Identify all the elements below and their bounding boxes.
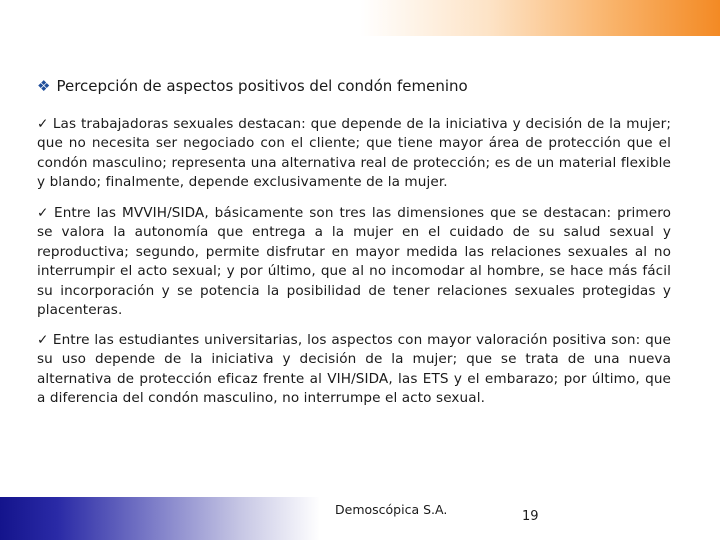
paragraph-text: Entre las estudiantes universitarias, los aspectos con mayor valoración positiva son: que su uso depende de la iniciativa y decisión de la mujer; que se trata de una nueva alternativa de protección eficaz frente al VIH/SIDA, las ETS y el embarazo; por último, que a diferencia del condón masculino, no interrumpe el acto sexual. — [37, 332, 671, 407]
slide-heading — [37, 76, 468, 96]
bottom-gradient-band — [0, 497, 320, 540]
paragraph-text: Entre las MVVIH/SIDA, básicamente son tres las dimensiones que se destacan: primero se valora la autonomía que entrega a la mujer en el cuidado de su salud sexual y reproductiva; segundo, permite disfrutar en mayor medida las relaciones sexuales al no interrumpir el acto sexual; y por último, que al no incomodar al hombre, se hace más fácil su incorporación y se potencia la posibilidad de tener relaciones sexuales protegidas y placenteras. — [37, 205, 671, 319]
check-icon: ✓ — [37, 332, 49, 348]
paragraph-trabajadoras — [37, 115, 671, 193]
check-icon: ✓ — [37, 205, 50, 221]
check-icon: ✓ — [37, 116, 49, 132]
page-number: 19 — [522, 509, 539, 524]
top-gradient-band — [0, 0, 720, 36]
slide-heading-text: Percepción de aspectos positivos del condón femenino — [56, 77, 468, 95]
paragraph-mvvih — [37, 204, 671, 320]
footer-source: Demoscópica S.A. — [335, 502, 448, 517]
paragraph-text: Las trabajadoras sexuales destacan: que depende de la iniciativa y decisión de la mujer; que no necesita ser negociado con el cliente; que tiene mayor área de protección que el condón masculino; representa una alternativa real de protección; es de un material flexible y blando; finalmente, depende exclusivamente de la mujer. — [37, 116, 671, 191]
diamond-bullet-icon: ❖ — [37, 77, 51, 95]
paragraph-estudiantes — [37, 331, 671, 409]
